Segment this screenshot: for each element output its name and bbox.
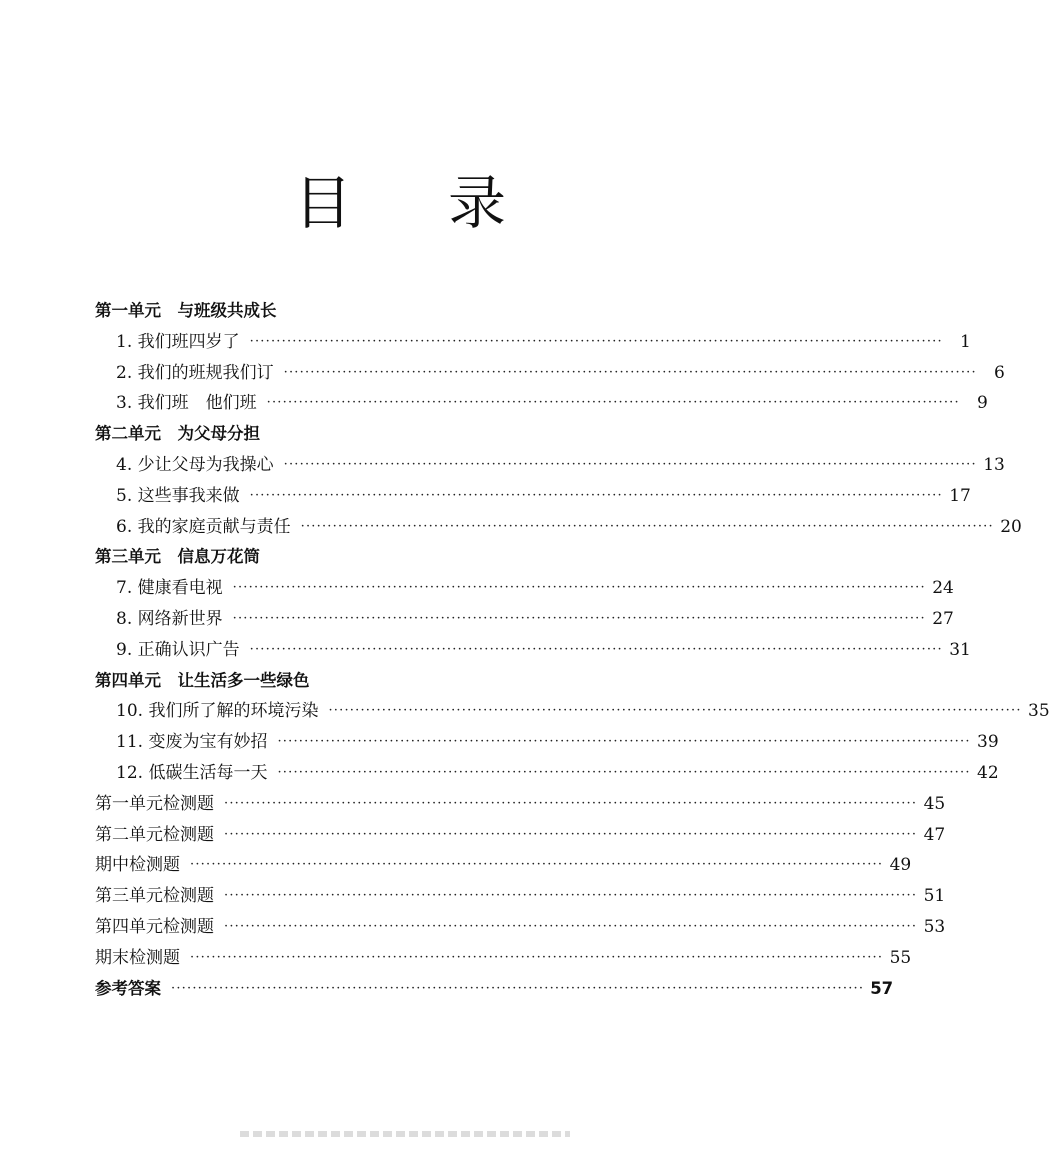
toc-entry[interactable] (95, 604, 954, 635)
toc-entry-page: 17 (949, 485, 971, 506)
toc-entry-label: 4. 少让父母为我操心 (116, 454, 274, 475)
dot-leader: ·································································································································· (266, 395, 960, 411)
toc-entry-label: 10. 我们所了解的环境污染 (116, 701, 319, 722)
page-title: 目录 (293, 169, 602, 237)
dot-leader: ·································································································································· (328, 703, 1022, 719)
toc-test-label: 期中检测题 (95, 855, 180, 876)
dot-leader: ·································································································································· (190, 857, 884, 873)
toc-entry[interactable] (95, 358, 1005, 389)
toc-entry[interactable] (95, 450, 1005, 481)
toc-test-entry[interactable] (95, 881, 946, 912)
unit-heading (95, 666, 698, 697)
toc-entry-page: 39 (977, 732, 999, 753)
toc-entry-page: 35 (1028, 701, 1050, 722)
dot-leader: ·································································································································· (224, 795, 918, 811)
unit-heading-label: 第二单元 为父母分担 (95, 424, 260, 444)
toc-entry[interactable] (95, 727, 999, 758)
toc-entry-label: 6. 我的家庭贡献与责任 (116, 516, 291, 537)
unit-heading-label: 第三单元 信息万花筒 (95, 547, 260, 567)
toc-test-label: 第四单元检测题 (95, 916, 214, 937)
dot-leader: ·································································································································· (283, 364, 977, 380)
toc-test-label: 第二单元检测题 (95, 824, 214, 845)
toc-entry-page: 13 (983, 454, 1005, 475)
toc-entry[interactable] (95, 573, 954, 604)
dot-leader: ·································································································································· (277, 764, 971, 780)
toc-test-page: 53 (923, 916, 946, 937)
toc-entry-label: 11. 变废为宝有妙招 (116, 732, 268, 753)
dot-leader: ·································································································································· (283, 456, 977, 472)
dot-leader: ·································································································································· (224, 888, 918, 904)
toc-test-page: 55 (889, 947, 912, 968)
toc-test-entry[interactable] (95, 820, 946, 851)
toc-test-label: 第一单元检测题 (95, 793, 214, 814)
dot-leader: ·································································································································· (249, 641, 943, 657)
toc-entry-page: 6 (994, 362, 1005, 383)
dot-leader: ·································································································································· (224, 918, 918, 934)
footer-scan-artifact (240, 1131, 570, 1137)
toc-entry[interactable] (95, 388, 988, 419)
dot-leader: ·································································································································· (224, 826, 918, 842)
dot-leader: ·································································································································· (190, 949, 884, 965)
toc-entry-page: 31 (949, 639, 971, 660)
toc-entry-page: 24 (932, 578, 954, 599)
toc-entry-page: 9 (977, 393, 988, 414)
toc-entry-label: 3. 我们班 他们班 (116, 393, 257, 414)
toc-test-entry[interactable] (95, 789, 946, 820)
dot-leader: ·································································································································· (277, 734, 971, 750)
toc-answers-entry[interactable] (95, 974, 894, 1005)
toc-entry-label: 5. 这些事我来做 (116, 485, 240, 506)
toc-test-page: 47 (923, 824, 946, 845)
toc-entry-label: 12. 低碳生活每一天 (116, 762, 268, 783)
toc-test-page: 45 (923, 793, 946, 814)
unit-heading (95, 542, 698, 573)
toc-test-entry[interactable] (95, 943, 912, 974)
toc-test-page: 51 (923, 886, 946, 907)
toc-entry[interactable] (95, 481, 971, 512)
dot-leader: ·································································································································· (249, 333, 943, 349)
dot-leader: ·································································································································· (232, 610, 926, 626)
toc-answers-label: 参考答案 (95, 978, 161, 998)
dot-leader: ·································································································································· (232, 580, 926, 596)
toc-entry-page: 20 (1000, 516, 1022, 537)
toc-answers-page: 57 (870, 978, 894, 998)
toc-entry[interactable] (95, 696, 1050, 727)
unit-heading-label: 第四单元 让生活多一些绿色 (95, 670, 310, 690)
toc-entry-page: 27 (932, 608, 954, 629)
toc-entry-page: 42 (977, 762, 999, 783)
unit-heading (95, 296, 698, 327)
toc-entry[interactable] (95, 327, 971, 358)
toc-entry[interactable] (95, 758, 999, 789)
dot-leader: ·································································································································· (300, 518, 994, 534)
toc-entry-label: 7. 健康看电视 (116, 578, 223, 599)
unit-heading-label: 第一单元 与班级共成长 (95, 301, 277, 320)
toc-test-label: 期末检测题 (95, 947, 180, 968)
table-of-contents (95, 296, 1050, 1004)
toc-entry-label: 1. 我们班四岁了 (116, 331, 240, 352)
dot-leader: ·································································································································· (249, 487, 943, 503)
toc-test-entry[interactable] (95, 912, 946, 943)
toc-entry[interactable] (95, 512, 1022, 543)
toc-entry-label: 2. 我们的班规我们订 (116, 362, 274, 383)
toc-entry[interactable] (95, 635, 971, 666)
toc-entry-page: 1 (960, 331, 971, 352)
toc-entry-label: 8. 网络新世界 (116, 608, 223, 629)
toc-test-entry[interactable] (95, 850, 912, 881)
toc-entry-label: 9. 正确认识广告 (116, 639, 240, 660)
toc-test-page: 49 (889, 855, 912, 876)
dot-leader: ·································································································································· (171, 980, 865, 996)
unit-heading (95, 419, 698, 450)
toc-test-label: 第三单元检测题 (95, 886, 214, 907)
